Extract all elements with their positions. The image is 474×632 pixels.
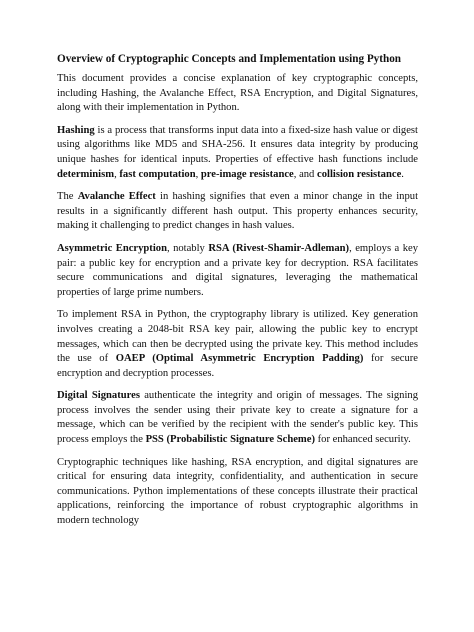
text-run: is a process that transforms input data into a fixed-size hash value or digest using algorithms like MD5 and SHA-256. It ensures data integrity by producing unique hashes for identical inputs. Properties of effective hash functions include [57, 124, 418, 165]
text-run: , notably [166, 242, 209, 254]
bold-term: PSS (Probabilistic Signature Scheme) [145, 434, 315, 446]
bold-term: pre-image resistance [200, 168, 294, 180]
bold-term: Digital Signatures [57, 390, 140, 402]
bold-term: determinism [57, 168, 115, 180]
text-run: The [57, 191, 78, 203]
text-run: , [114, 168, 120, 180]
bold-term: OAEP (Optimal Asymmetric Encryption Padding) [115, 353, 364, 365]
bold-term: Asymmetric Encryption [57, 242, 167, 254]
document-title: Overview of Cryptographic Concepts and Implementation using Python [57, 53, 402, 65]
text-run: , and [293, 168, 318, 180]
bold-term: RSA (Rivest-Shamir-Adleman) [208, 242, 350, 254]
paragraph-intro [57, 72, 418, 116]
text-run: , employs a key pair: a public key for encryption and a private key for decryption. RSA facilitates secure communications and digital signatures, leveraging the mathematical properties of large prime numbers. [57, 242, 419, 298]
document-body [57, 72, 418, 529]
paragraph-signatures [57, 389, 418, 447]
bold-term: Avalanche Effect [77, 191, 156, 203]
paragraph-rsa-python [57, 308, 418, 381]
text-run: in hashing signifies that even a minor change in the input results in a significantly different hash output. This property enhances security, making it challenging to predict changes in hash values. [57, 191, 419, 232]
text-run: for enhanced security. [314, 434, 411, 446]
paragraph-hashing [57, 124, 418, 182]
paragraph-avalanche [57, 190, 418, 234]
bold-term: collision resistance [317, 168, 402, 180]
text-run: , [195, 168, 201, 180]
bold-term: Hashing [57, 124, 95, 136]
text-run: . [401, 168, 404, 180]
text-run: This document provides a concise explanation of key cryptographic concepts, including Hashing, the Avalanche Effect, RSA Encryption, and Digital Signatures, along with their implementation in Python. [57, 73, 418, 114]
text-run: Cryptographic techniques like hashing, RSA encryption, and digital signatures are critical for ensuring data integrity, confidentiality, and authentication in secure communications. Python implementations of these concepts illustrate their practical applications, reinforcing the importance of robust cryptographic algorithms in modern technology [57, 456, 418, 527]
bold-term: fast computation [119, 168, 196, 180]
text-run: for secure encryption and decryption processes. [57, 353, 419, 379]
text-run: authenticate the integrity and origin of messages. The signing process involves the sender using their private key to create a signature for a message, which can be verified by the recipient with the sender's public key. This process employs the [57, 390, 418, 446]
paragraph-asymmetric [57, 242, 418, 300]
paragraph-conclusion [57, 456, 418, 529]
text-run: To implement RSA in Python, the cryptography library is utilized. Key generation involves creating a 2048-bit RSA key pair, allowing the public key to encrypt messages, which can then be decrypted using the private key. This method includes the use of [57, 309, 418, 365]
